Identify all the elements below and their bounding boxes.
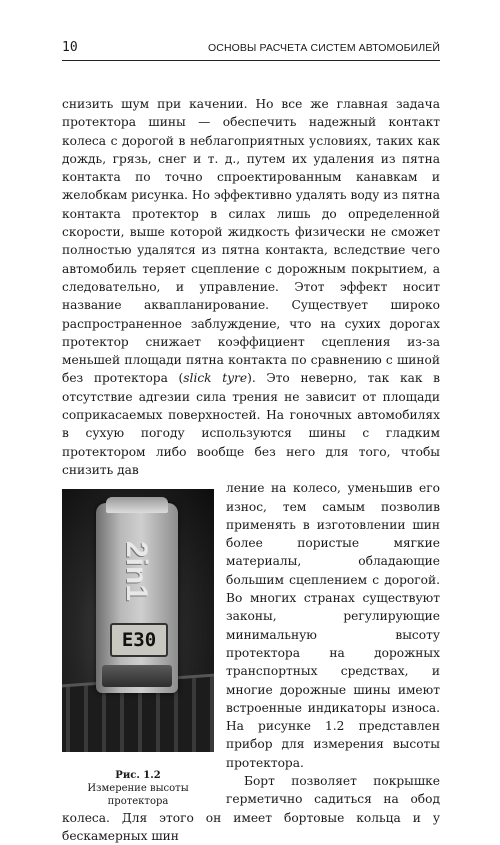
figure-label: Рис. 1.2 [115,770,161,782]
running-head: ОСНОВЫ РАСЧЕТА СИСТЕМ АВТОМОБИЛЕЙ [208,42,440,54]
gauge-top-cap [106,497,168,513]
page-number: 10 [62,40,78,55]
paragraph-1-continued [62,479,440,845]
tread-depth-gauge [96,503,178,693]
gauge-base [102,665,172,687]
paragraph-2: Борт позволяет покрышке герметично садиться на обод колеса. Для этого он имеет бортовые кольца и у бескамерных шин [62,773,440,843]
body-text [62,95,440,845]
figure-tread-gauge [62,479,214,808]
p1-text-start: снизить шум при качении. Но все же главная задача протектора шины — обеспечить надежный контакт колеса с дорогой в неблагоприятных условиях, таких как дождь, грязь, снег и т. д., путем их удаления из пятна контакта по точно спроектированным канавкам и желобкам рисунка. Но эффективно удалять воду из пятна контакта протектор в силах лишь до определенной скорости, выше которой жидкость физически не сможет полностью удалятся из пятна контакта, вследствие чего автомобиль теряет сцепление с дорожным покрытием, а следовательно, и управление. Этот эффект носит название аквапланирование. Существует широко распространенное заблуждение, что на сухих дорогах протектор снижает коэффициент сцепления из-за меньшей площади пятна контакта по сравнению с шиной без протектора ( [62,97,440,386]
p1-text-end-rest: ление на колесо, уменьшив его износ, тем самым позволив применять в изготовлении шин более пористые мягкие материалы, обладающие большим сцеплением с дорогой. Во многих странах существуют законы, регулирующие минимальную высоту протектора на дорожных транспортных средствах, и многие дорожные шины имеют встроенные индикаторы износа. На рисунке 1.2 представлен прибор для измерения высоты протектора. [226,481,440,770]
paragraph-1 [62,95,440,479]
figure-caption [62,769,214,808]
gauge-marking: 2in1 [120,541,154,602]
p1-text-end-lead: ). Это неверно, так как в отсутствие адгезии сила трения не зависит от площади соприкасаемых поверхностей. На гоночных автомобилях в сухую погоду используются шины с гладким протектором либо вообще без него для того, чтобы снизить дав [62,371,441,477]
page-header [62,38,440,61]
p1-italic-term: slick tyre [183,371,248,386]
gauge-display: E30 [110,623,168,657]
figure-caption-text: Измерение высоты протектора [87,783,189,808]
tread-gauge-photo [62,489,214,752]
